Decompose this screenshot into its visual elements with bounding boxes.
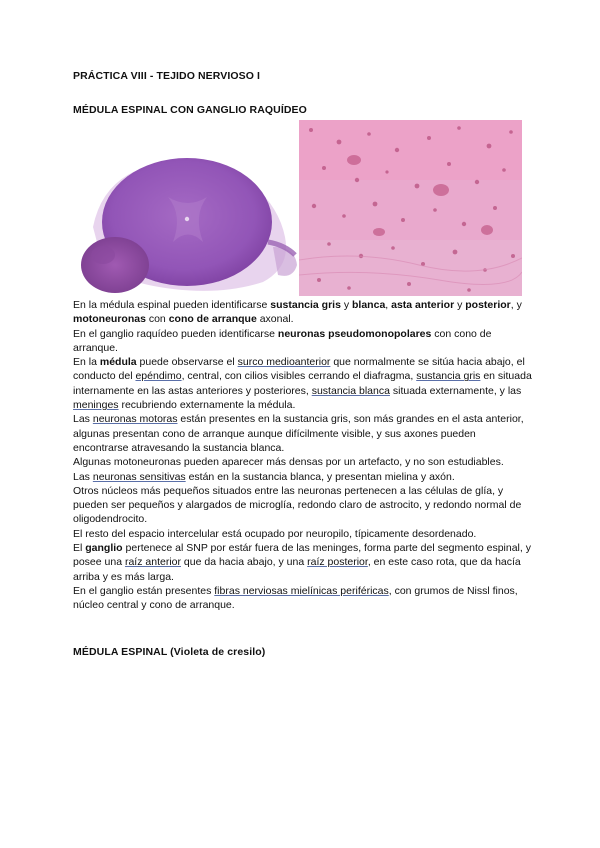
underlined-term: epéndimo xyxy=(135,370,182,383)
paragraph xyxy=(73,584,533,613)
text-run: El xyxy=(73,542,86,555)
underlined-term: surco medioanterior xyxy=(237,356,331,369)
bold-term: blanca xyxy=(352,299,386,311)
paragraph xyxy=(73,355,533,412)
text-run: Las xyxy=(73,413,93,426)
text-run: , en este caso rota, que da hacía arriba y es más larga. xyxy=(73,556,521,583)
text-run: situada externamente, y las xyxy=(389,384,522,397)
text-run: están presentes en la sustancia gris, son más grandes en el asta anterior, algunas presentan cono de arranque aunque difícilmente visible, y sus axones pueden encontrarse atravesando la sustancia blanca. xyxy=(73,413,524,454)
text-run: con xyxy=(145,313,169,326)
bold-term: neuronas pseudomonopolares xyxy=(277,327,432,340)
text-run: Las xyxy=(73,470,93,483)
text-run: En la xyxy=(73,356,100,369)
text-run: con cono de arranque. xyxy=(73,327,492,354)
text-run: Algunas motoneuronas pueden aparecer más densas por un artefacto, y no son estudiables. xyxy=(73,456,504,469)
text-run: El resto del espacio intercelular está ocupado por neuropilo, típicamente desordenado. xyxy=(73,527,477,540)
paragraph xyxy=(73,527,533,541)
underlined-term: raíz anterior xyxy=(124,556,181,569)
text-run: en situada internamente en las astas anteriores y posteriores, xyxy=(73,370,532,397)
bold-term: ganglio xyxy=(85,542,123,555)
text-run: , con grumos de Nissl finos, núcleo central y cono de arranque. xyxy=(73,584,518,612)
body-text xyxy=(73,298,533,613)
text-run: En la médula espinal pueden identificarse xyxy=(73,299,271,311)
high-magnification-illustration xyxy=(299,120,522,296)
text-run: y xyxy=(340,299,353,311)
underlined-term: meninges xyxy=(73,399,119,412)
text-run: axonal. xyxy=(256,313,294,326)
text-run: recubriendo externamente la médula. xyxy=(118,399,296,412)
paragraph xyxy=(73,412,533,455)
practice-title: PRÁCTICA VIII - TEJIDO NERVIOSO I xyxy=(73,70,261,82)
text-run: En el ganglio raquídeo pueden identificarse xyxy=(73,327,278,340)
underlined-term: fibras nerviosas mielínicas periféricas xyxy=(214,584,389,597)
text-run: En el ganglio están presentes xyxy=(73,584,215,597)
underlined-term: raíz posterior xyxy=(307,556,368,569)
bold-term: sustancia gris xyxy=(270,299,341,311)
section-heading-violeta-cresilo: MÉDULA ESPINAL (Violeta de cresilo) xyxy=(73,646,266,658)
cross-section-illustration xyxy=(73,147,299,296)
text-run: puede observarse el xyxy=(136,356,238,369)
spinal-cord-cross-section-image xyxy=(73,147,299,296)
paragraph xyxy=(73,455,533,469)
underlined-term: neuronas motoras xyxy=(92,413,178,426)
text-run: , central, con cilios visibles cerrando el diafragma, xyxy=(181,370,417,383)
bold-term: posterior xyxy=(465,299,511,311)
text-run: pertenece al SNP por estár fuera de las meninges, forma parte del segmento espinal, y posee una xyxy=(73,542,531,569)
paragraph xyxy=(73,298,533,327)
text-run: Otros núcleos más pequeños situados entre las neuronas pertenecen a las células de glía, y pueden ser pequeños y alargados de microglía, redondo claro de astrocito, y redondo normal de oligodendrocito. xyxy=(73,484,522,526)
underlined-term: sustancia gris xyxy=(416,370,481,383)
text-run: que da hacia abajo, y una xyxy=(181,556,308,569)
bold-term: médula xyxy=(99,356,137,369)
underlined-term: neuronas sensitivas xyxy=(92,470,186,483)
spinal-cord-high-magnification-image xyxy=(299,120,522,296)
underlined-term: sustancia blanca xyxy=(311,384,390,397)
paragraph xyxy=(73,470,533,484)
section-heading-medula-ganglio: MÉDULA ESPINAL CON GANGLIO RAQUÍDEO xyxy=(73,104,307,116)
bold-term: asta anterior xyxy=(391,299,455,311)
bold-term: motoneuronas xyxy=(73,313,146,326)
text-run: están en la sustancia blanca, y presentan mielina y axón. xyxy=(185,470,455,483)
text-run: y xyxy=(454,299,466,311)
text-run: , y xyxy=(510,299,522,311)
paragraph xyxy=(73,327,533,356)
bold-term: cono de arranque xyxy=(168,313,257,326)
text-run: que normalmente se sitúa hacia abajo, el conducto del xyxy=(73,356,525,383)
paragraph xyxy=(73,541,533,584)
paragraph xyxy=(73,484,533,527)
text-run: , xyxy=(385,299,392,311)
